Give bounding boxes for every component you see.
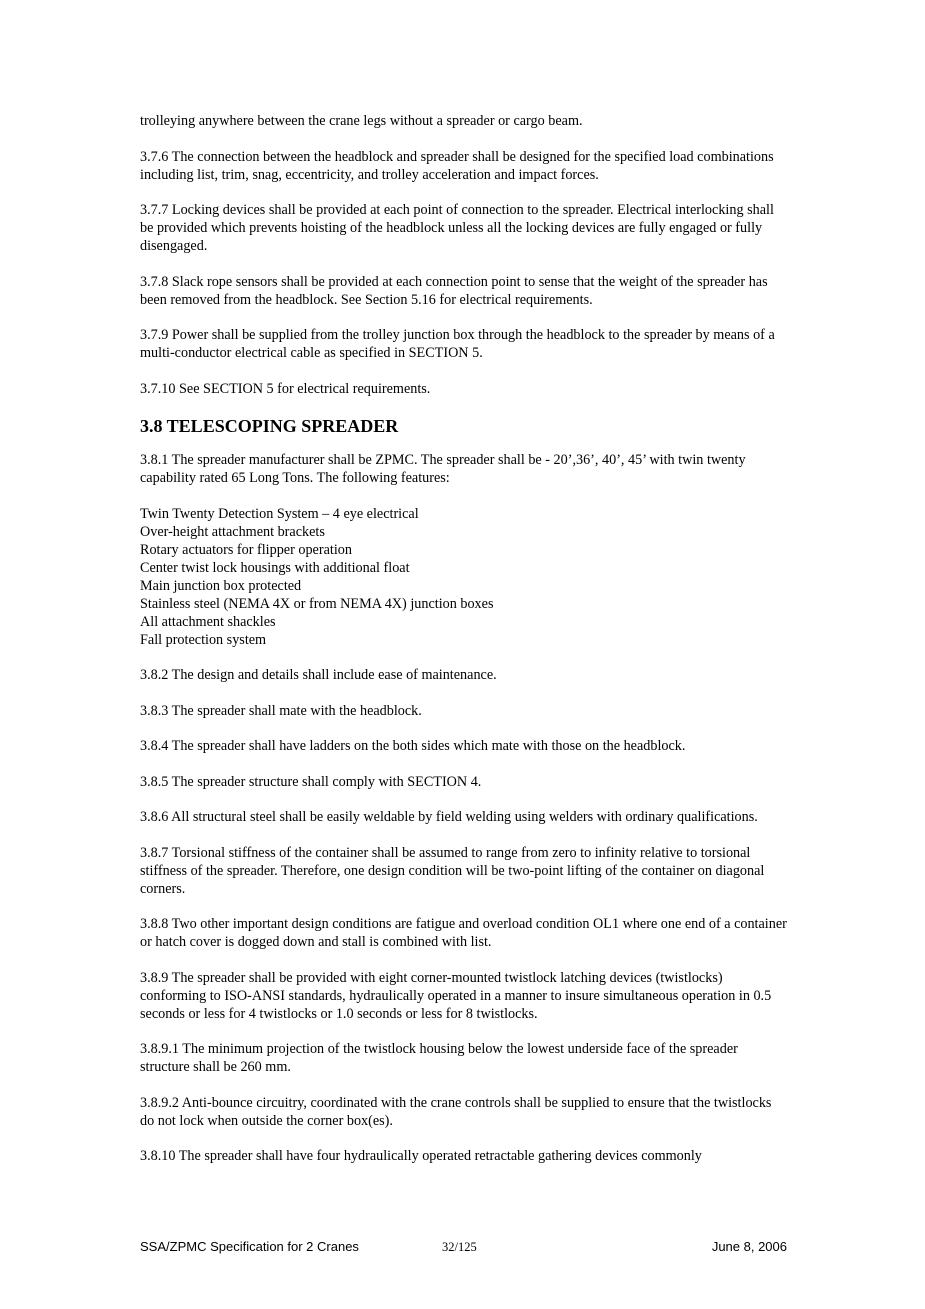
paragraph-3-8-1: 3.8.1 The spreader manufacturer shall be ZPMC. The spreader shall be - 20’,36’, 40’, 45’ with twin twenty capability rated 65 Long Tons. The following features: [140,452,746,486]
paragraph-3-8-9-2: 3.8.9.2 Anti-bounce circuitry, coordinated with the crane controls shall be supplied to ensure that the twistlocks do not lock when outside the corner box(es). [140,1094,772,1129]
paragraph-3-8-6: 3.8.6 All structural steel shall be easily weldable by field welding using welders with ordinary qualifications. [140,809,758,825]
paragraph-3-8-5: 3.8.5 The spreader structure shall comply with SECTION 4. [140,773,482,790]
paragraph-3-8-3: 3.8.3 The spreader shall mate with the headblock. [140,702,422,719]
paragraph-3-8-4: 3.8.4 The spreader shall have ladders on the both sides which mate with those on the headblock. [140,738,686,754]
list-item: Main junction box protected [140,577,302,594]
list-item: Twin Twenty Detection System – 4 eye electrical [140,505,419,522]
paragraph-3-8-2: 3.8.2 The design and details shall include ease of maintenance. [140,667,497,683]
list-item: Stainless steel (NEMA 4X or from NEMA 4X) junction boxes [140,595,494,612]
list-item: Fall protection system [140,631,267,648]
footer-date: June 8, 2006 [711,1239,787,1254]
paragraph-3-8-9-1: 3.8.9.1 The minimum projection of the twistlock housing below the lowest underside face of the spreader structure shall be 260 mm. [140,1041,738,1075]
paragraph-3-7-6: 3.7.6 The connection between the headblock and spreader shall be designed for the specified load combinations including list, trim, snag, eccentricity, and trolley acceleration and impact forces. [140,148,774,183]
paragraph-3-8-8: 3.8.8 Two other important design conditions are fatigue and overload condition OL1 where one end of a container or hatch cover is dogged down and stall is combined with list. [140,916,787,950]
footer-document-title: SSA/ZPMC Specification for 2 Cranes [140,1239,359,1254]
spreader-features-list [140,505,788,649]
paragraph-3-7-9: 3.7.9 Power shall be supplied from the trolley junction box through the headblock to the spreader by means of a multi-conductor electrical cable as specified in SECTION 5. [140,327,775,361]
footer-page-number: 32/125 [442,1240,477,1254]
list-item: Over-height attachment brackets [140,523,325,540]
list-item: Rotary actuators for flipper operation [140,541,352,558]
paragraph-intro: trolleying anywhere between the crane legs without a spreader or cargo beam. [140,113,583,129]
page-body [140,112,788,1183]
paragraph-3-8-7: 3.8.7 Torsional stiffness of the container shall be assumed to range from zero to infinity relative to torsional stiffness of the spreader. Therefore, one design condition will be two-point lifting of the container on diagonal corners. [140,844,765,897]
paragraph-3-7-10: 3.7.10 See SECTION 5 for electrical requirements. [140,380,431,397]
paragraph-3-7-8: 3.7.8 Slack rope sensors shall be provided at each connection point to sense that the weight of the spreader has been removed from the headblock. See Section 5.16 for electrical requirements. [140,273,768,308]
page-footer [140,1238,787,1256]
paragraph-3-8-9: 3.8.9 The spreader shall be provided with eight corner-mounted twistlock latching devices (twistlocks) conforming to ISO-ANSI standards, hydraulically operated in a manner to insure simultaneous operation in 0.5 seconds or less for 4 twistlocks or 1.0 seconds or less for 8 twistlocks. [140,969,772,1022]
paragraph-3-7-7: 3.7.7 Locking devices shall be provided at each point of connection to the spreader. Electrical interlocking shall be provided which prevents hoisting of the headblock unless all the locking devices are fully engaged or fully disengaged. [140,202,774,254]
list-item: All attachment shackles [140,613,276,630]
list-item: Center twist lock housings with additional float [140,559,410,576]
section-heading-3-8: 3.8 TELESCOPING SPREADER [140,416,399,436]
paragraph-3-8-10: 3.8.10 The spreader shall have four hydraulically operated retractable gathering devices commonly [140,1148,702,1164]
